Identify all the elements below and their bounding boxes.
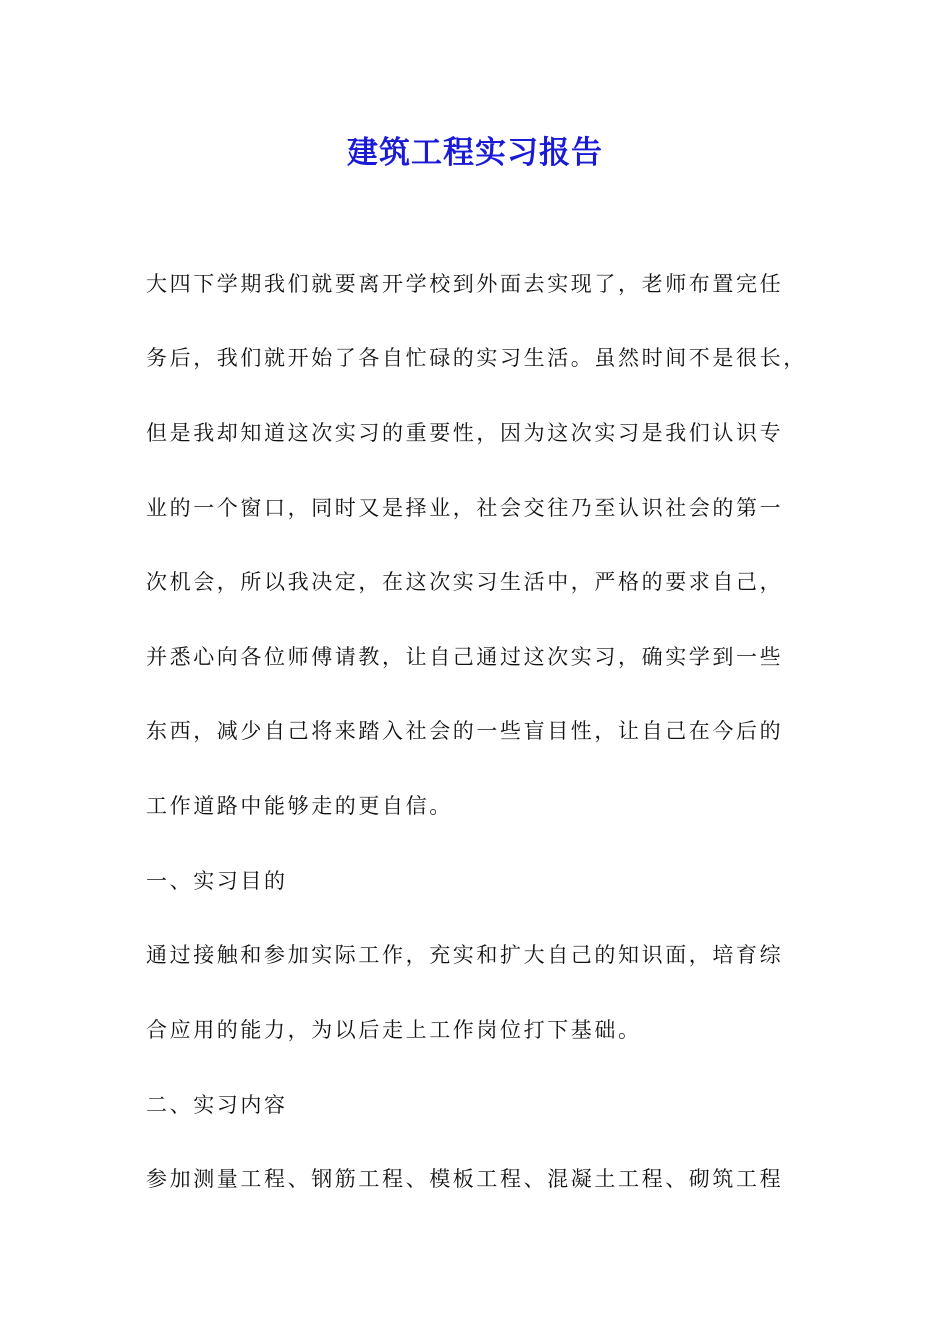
paragraph-intro-line-1: 大四下学期我们就要离开学校到外面去实现了，老师布置完任 [146,272,784,296]
paragraph-purpose-line-1: 通过接触和参加实际工作，充实和扩大自己的知识面，培育综 [146,943,784,967]
paragraph-intro-line-4: 业的一个窗口，同时又是择业，社会交往乃至认识社会的第一 [146,496,784,520]
paragraph-intro-line-3: 但是我却知道这次实习的重要性，因为这次实习是我们认识专 [146,421,784,445]
paragraph-intro-line-5: 次机会，所以我决定，在这次实习生活中，严格的要求自己， [146,570,784,594]
paragraph-intro-line-8: 工作道路中能够走的更自信。 [146,794,453,818]
document-title: 建筑工程实习报告 [347,135,603,171]
paragraph-intro-line-2: 务后，我们就开始了各自忙碌的实习生活。虽然时间不是很长， [146,346,807,370]
paragraph-intro-line-6: 并悉心向各位师傅请教，让自己通过这次实习，确实学到一些 [146,645,784,669]
section-heading-purpose: 一、实习目的 [146,869,288,893]
paragraph-purpose-line-2: 合应用的能力，为以后走上工作岗位打下基础。 [146,1018,642,1042]
paragraph-intro-line-7: 东西，减少自己将来踏入社会的一些盲目性，让自己在今后的 [146,719,784,743]
section-heading-content: 二、实习内容 [146,1093,288,1117]
paragraph-content-line-1: 参加测量工程、钢筋工程、模板工程、混凝土工程、砌筑工程 [146,1167,784,1191]
